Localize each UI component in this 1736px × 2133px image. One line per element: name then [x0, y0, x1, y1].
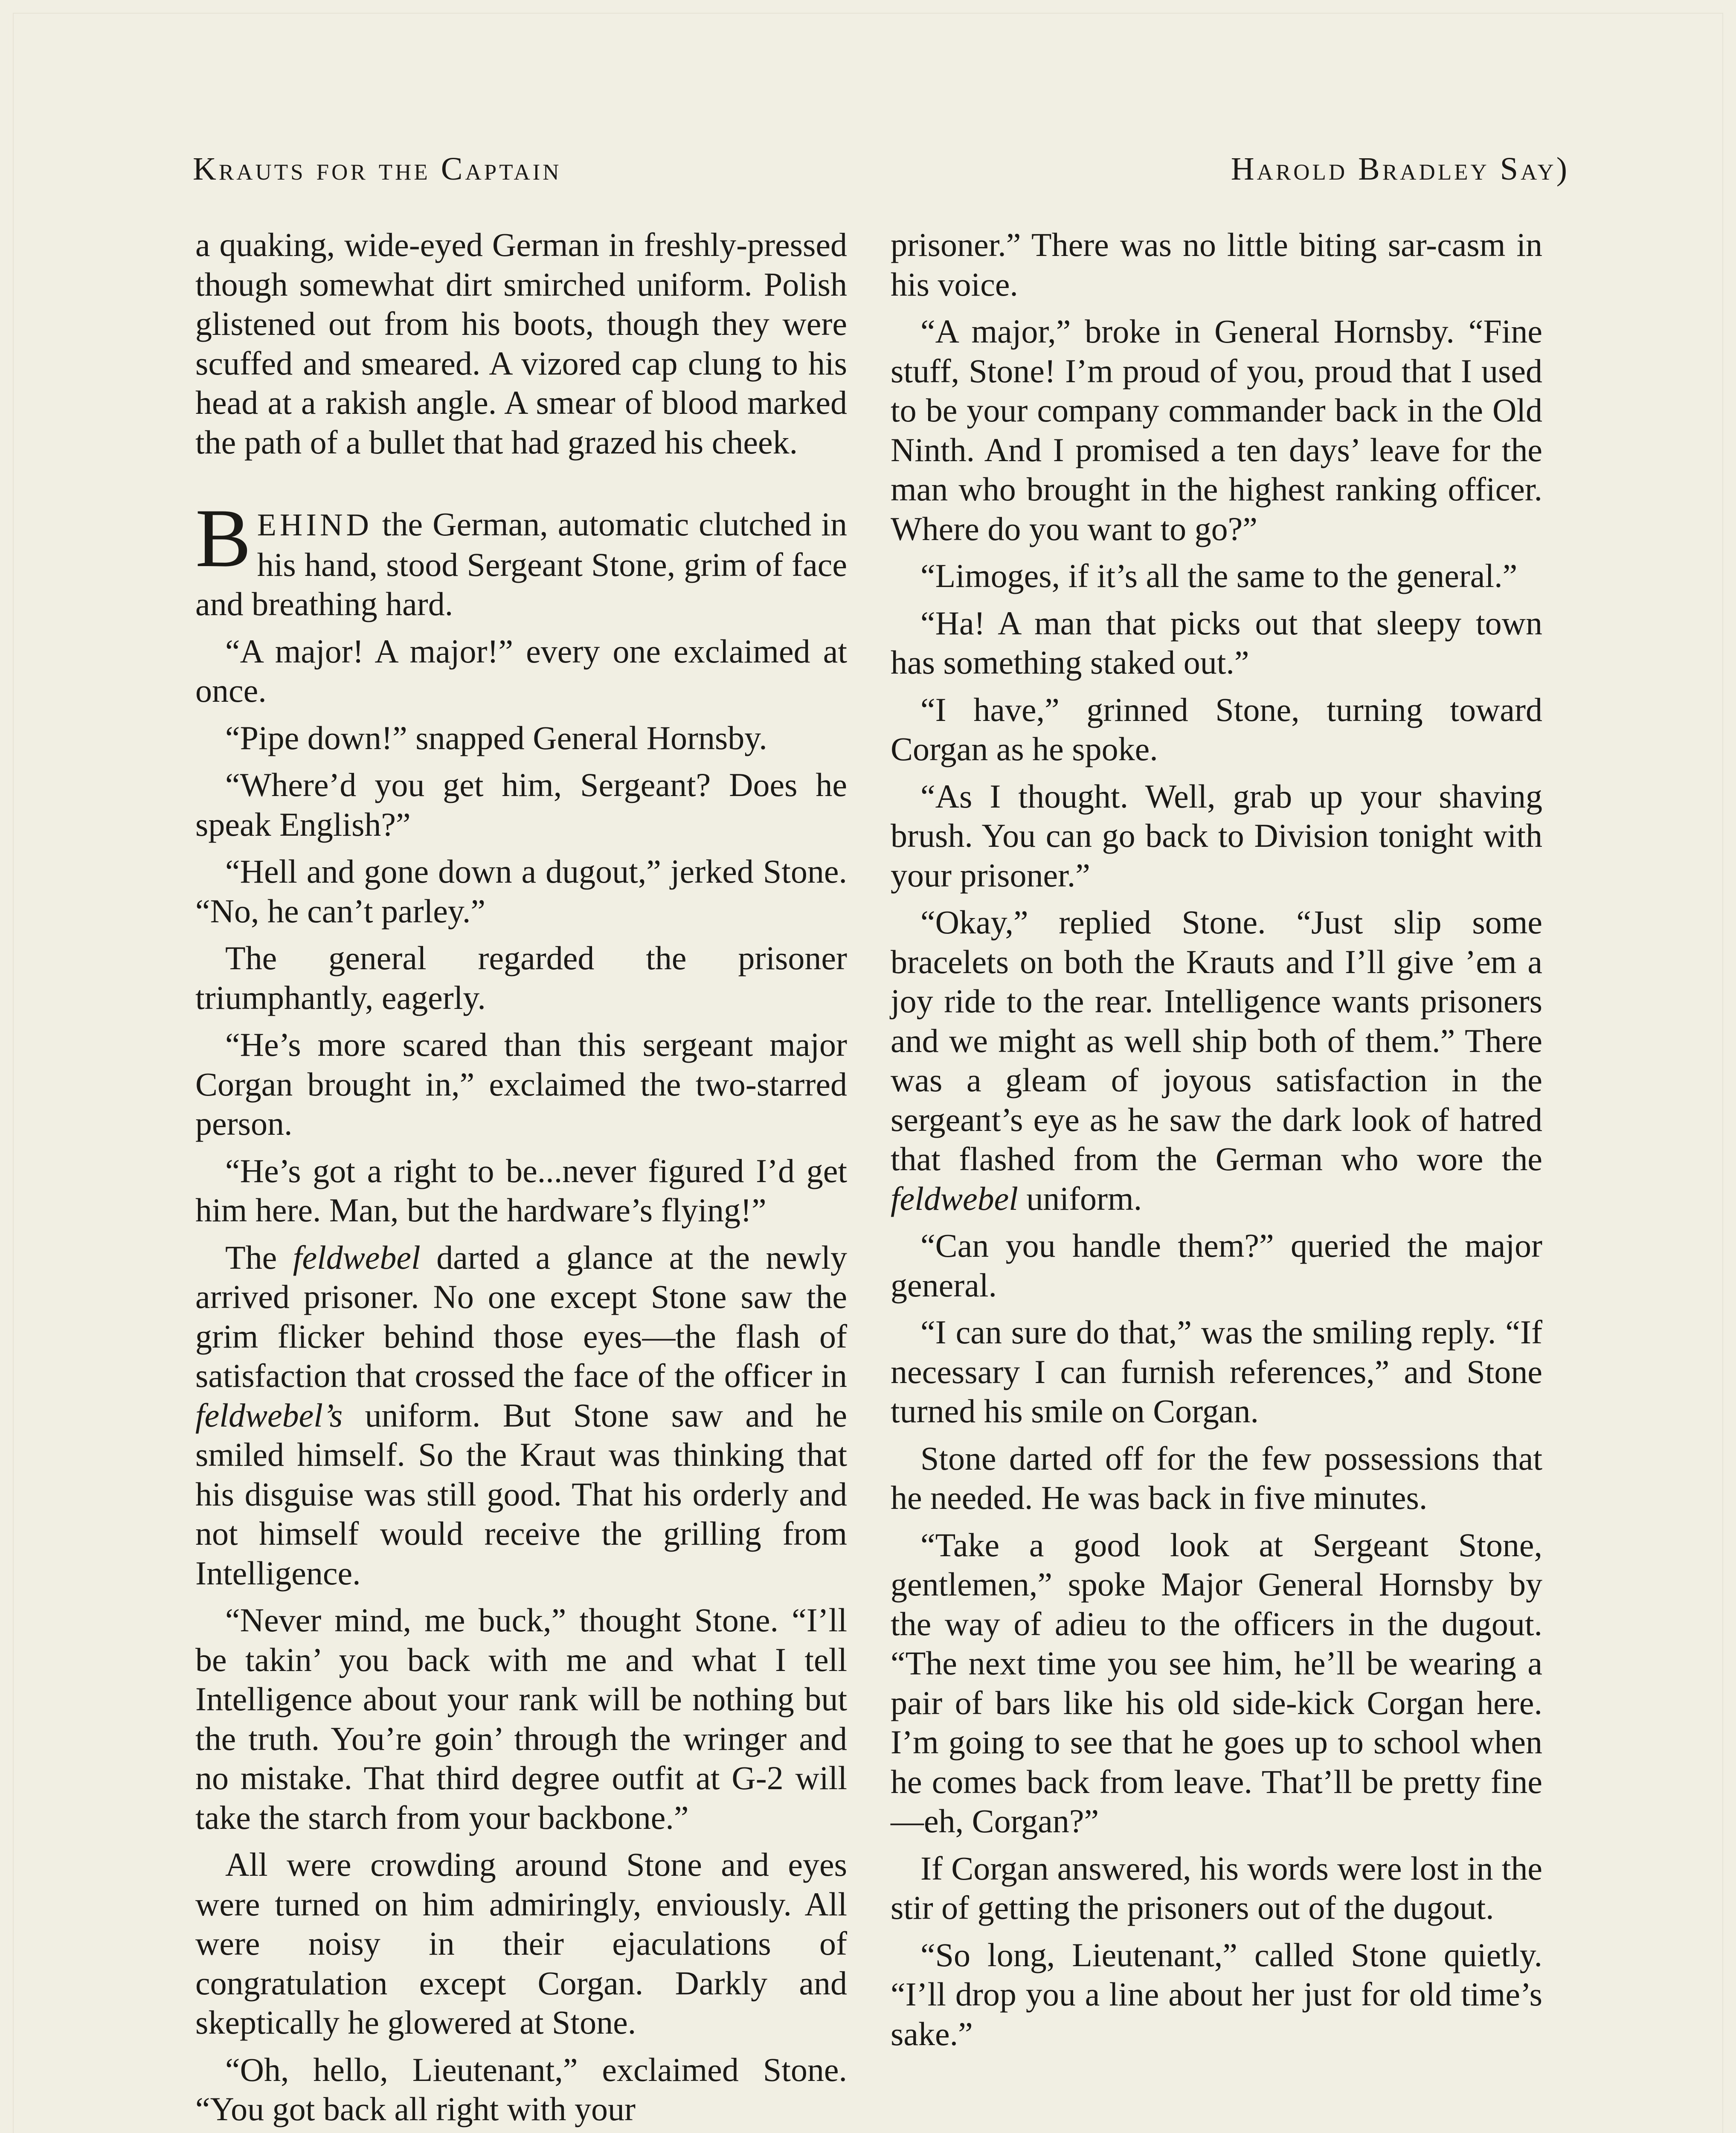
paragraph	[195, 1238, 847, 1593]
paragraph: “Can you handle them?” queried the major general.	[891, 1227, 1542, 1304]
paragraph: prisoner.” There was no little biting sar-casm in his voice.	[891, 226, 1542, 303]
paragraph: “Oh, hello, Lieutenant,” exclaimed Stone. “You got back all right with your	[195, 2051, 847, 2127]
paragraph: “I have,” grinned Stone, turning toward Corgan as he spoke.	[891, 691, 1542, 767]
paragraph: If Corgan answered, his words were lost in the stir of getting the prisoners out of the dugout.	[891, 1849, 1542, 1926]
paragraph-lead: The	[225, 1238, 277, 1276]
paragraph: The general regarded the prisoner triumphantly, eagerly.	[195, 939, 847, 1016]
paragraph: “A major,” broke in General Hornsby. “Fine stuff, Stone! I’m proud of you, proud that I used to be your company commander back in the Old Ninth. And I promised a ten days’ leave for the man who brought in the highest ranking officer. Where do you want to go?”	[891, 313, 1542, 547]
small-caps-word: EHIND	[257, 508, 372, 543]
right-column	[891, 225, 1542, 2061]
paragraph: “A major! A major!” every one exclaimed at once.	[195, 632, 847, 709]
italic-word: feldwebel	[891, 1180, 1018, 1217]
paragraph: “Never mind, me buck,” thought Stone. “I’ll be takin’ you back with me and what I tell Intelligence about your rank will be nothing but the truth. You’re goin’ through the wringer and no mistake. That third degree outfit at G-2 will take the starch from your backbone.”	[195, 1601, 847, 1836]
paragraph: “Limoges, if it’s all the same to the general.”	[920, 557, 1518, 594]
paragraph-text: “Okay,” replied Stone. “Just slip some bracelets on both the Krauts and I’ll give ’em a joy ride to the rear. Intelligence wants prisoners and we might as well ship both of them.” There was a gleam of joyous satisfaction in the sergeant’s eye as he saw the dark look of hatred that flashed from the German who wore the	[891, 904, 1542, 1177]
paragraph: “Pipe down!” snapped General Hornsby.	[225, 719, 767, 756]
italic-word: feldwebel	[293, 1238, 421, 1276]
paragraph: “He’s more scared than this sergeant major Corgan brought in,” exclaimed the two-starred person.	[195, 1026, 847, 1142]
paragraph: “Where’d you get him, Sergeant? Does he speak English?”	[195, 766, 847, 843]
left-column	[195, 225, 847, 2133]
section-start-paragraph	[195, 492, 847, 624]
paragraph: “Ha! A man that picks out that sleepy town has something staked out.”	[891, 604, 1542, 681]
paragraph: All were crowding around Stone and eyes were turned on him admiringly, enviously. All were noisy in their ejaculations of congratulation except Corgan. Darkly and skeptically he glowered at Stone.	[195, 1846, 847, 2041]
paragraph: a quaking, wide-eyed German in freshly-pressed though somewhat dirt smirched uniform. Polish glistened out from his boots, though they were scuffed and smeared. A vizored cap clung to his head at a rakish angle. A smear of blood marked the path of a bullet that had grazed his cheek.	[195, 226, 847, 461]
paragraph: “Hell and gone down a dugout,” jerked Stone. “No, he can’t parley.”	[195, 853, 847, 930]
paragraph: “So long, Lieutenant,” called Stone quietly. “I’ll drop you a line about her just for old time’s sake.”	[891, 1936, 1542, 2052]
drop-cap: B	[195, 492, 251, 584]
paragraph: “He’s got a right to be...never figured I’d get him here. Man, but the hardware’s flying!”	[195, 1152, 847, 1229]
paragraph	[891, 903, 1542, 1218]
paragraph-text: uniform. But Stone saw and he smiled himself. So the Kraut was thinking that his disguise was still good. That his orderly and not himself would receive the grilling from Intelligence.	[195, 1396, 848, 1592]
running-head-title: Krauts for the Captain	[193, 151, 562, 187]
paragraph-text: darted a glance at the newly arrived prisoner. No one except Stone saw the grim flicker behind those eyes—the flash of satisfaction that crossed the face of the officer in	[195, 1238, 847, 1394]
paragraph-text: uniform.	[1026, 1180, 1142, 1217]
running-head-author: Harold Bradley Say)	[1231, 151, 1570, 187]
italic-word: feldwebel’s	[195, 1396, 343, 1434]
paragraph-text: the German, automatic clutched in his hand, stood Sergeant Stone, grim of face and breathing hard.	[195, 506, 847, 622]
paragraph: “As I thought. Well, grab up your shaving brush. You can go back to Division tonight with your prisoner.”	[891, 777, 1542, 894]
paragraph: “Take a good look at Sergeant Stone, gentlemen,” spoke Major General Hornsby by the way of adieu to the officers in the dugout. “The next time you see him, he’ll be wearing a pair of bars like his old side-kick Corgan here. I’m going to see that he goes up to school when he comes back from leave. That’ll be pretty fine—eh, Corgan?”	[891, 1526, 1542, 1839]
paragraph: Stone darted off for the few possessions that he needed. He was back in five minutes.	[891, 1439, 1542, 1516]
paragraph: “I can sure do that,” was the smiling reply. “If necessary I can furnish references,” and Stone turned his smile on Corgan.	[891, 1314, 1542, 1430]
